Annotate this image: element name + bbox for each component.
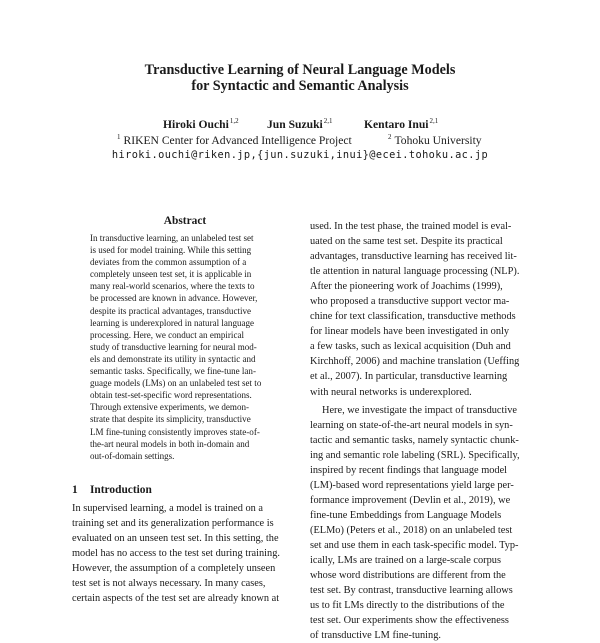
body-line: for linear models have been investigated in only bbox=[310, 326, 510, 338]
body-line: (ELMo) (Peters et al., 2018) on an unlabeled test bbox=[310, 524, 513, 536]
abstract-line: out-of-domain settings. bbox=[90, 450, 175, 461]
body-line: et al., 2007). In particular, transductive learning bbox=[310, 371, 508, 383]
body-line: learning on state-of-the-art neural models in syn- bbox=[310, 419, 513, 431]
section-heading-introduction bbox=[72, 484, 152, 496]
abstract-line: guage models (LMs) on an unlabeled test set to bbox=[90, 378, 262, 389]
body-line: a few tasks, such as lexical acquisition (Duh and bbox=[310, 341, 511, 353]
body-line: us to fit LMs directly to the distributions of the bbox=[310, 600, 505, 612]
paper-title-line-2: for Syntactic and Semantic Analysis bbox=[191, 78, 409, 94]
author-name: Kentaro Inui bbox=[364, 118, 429, 131]
body-line: After the pioneering work of Joachims (1999), bbox=[310, 281, 503, 293]
abstract-line: els and demonstrate its utility in syntactic and bbox=[90, 353, 256, 364]
author-affiliation-marks: 2,1 bbox=[429, 117, 439, 125]
abstract-line: completely unseen test set, it is applicable in bbox=[90, 269, 252, 280]
body-line: test set is not always necessary. In many cases, bbox=[72, 578, 266, 590]
body-line: uated on the same test set. Despite its practical bbox=[310, 236, 503, 248]
body-line: inspired by recent findings that language model bbox=[310, 464, 508, 476]
body-line: test set. Our experiments show the effectiveness bbox=[310, 615, 509, 627]
author-name: Hiroki Ouchi bbox=[163, 118, 229, 131]
body-line: training set and its generalization performance is bbox=[72, 518, 274, 530]
body-line: ing and semantic role labeling (SRL). Specifically, bbox=[310, 449, 520, 461]
abstract-line: be processed are known in advance. However, bbox=[90, 293, 258, 304]
body-line: chine for text classification, transductive methods bbox=[310, 311, 516, 323]
affiliation-name: RIKEN Center for Advanced Intelligence Project bbox=[123, 134, 352, 147]
author-name: Jun Suzuki bbox=[267, 118, 323, 131]
abstract-line: learning is underexplored in natural language bbox=[90, 317, 255, 328]
body-line: model has no access to the test set during training. bbox=[72, 548, 280, 560]
affiliation-mark: 1 bbox=[117, 133, 121, 141]
author-affiliation-marks: 2,1 bbox=[323, 117, 333, 125]
affiliation-2 bbox=[388, 133, 482, 147]
section-title: Introduction bbox=[90, 484, 152, 496]
abstract-line: processing. Here, we conduct an empirical bbox=[90, 329, 244, 340]
body-line: set and use them in each task-specific model. Typ- bbox=[310, 539, 519, 551]
abstract-body bbox=[90, 232, 280, 462]
abstract-line: deviates from the common assumption of a bbox=[90, 257, 247, 268]
abstract-line: strate that despite its simplicity, transductive bbox=[90, 414, 251, 425]
abstract-line: many real-world scenarios, where the texts to bbox=[90, 281, 255, 292]
abstract-line: the-art neural models in both in-domain and bbox=[90, 438, 250, 449]
body-line: used. In the test phase, the trained model is eval- bbox=[310, 221, 512, 232]
body-line: tactic and semantic tasks, namely syntactic chunk- bbox=[310, 434, 519, 446]
affiliation-name: Tohoku University bbox=[394, 134, 482, 147]
body-line: with neural networks is underexplored. bbox=[310, 386, 472, 398]
author-affiliation-marks: 1,2 bbox=[229, 117, 239, 125]
abstract-line: semantic tasks. Specifically, we fine-tune lan- bbox=[90, 366, 256, 377]
affiliation-1 bbox=[117, 133, 352, 147]
body-line: In supervised learning, a model is trained on a bbox=[72, 503, 264, 514]
body-line: test set. By contrast, transductive learning allows bbox=[310, 585, 513, 597]
body-line: certain aspects of the test set are already known at bbox=[72, 593, 280, 605]
body-line: fine-tune Embeddings from Language Models bbox=[310, 509, 502, 521]
body-line: tle attention in natural language processing (NLP). bbox=[310, 266, 520, 278]
abstract-line: despite its practical advantages, transductive bbox=[90, 305, 252, 316]
author-emails: hiroki.ouchi@riken.jp,{jun.suzuki,inui}@ecei.tohoku.ac.jp bbox=[111, 149, 489, 161]
body-line: ically, LMs are trained on a large-scale corpus bbox=[310, 555, 501, 567]
abstract-line: study of transductive learning for neural mod- bbox=[90, 341, 257, 352]
body-line: of transductive LM fine-tuning. bbox=[310, 630, 441, 642]
section-number: 1 bbox=[72, 484, 78, 496]
abstract-line: is used for model training. While this setting bbox=[90, 245, 252, 256]
abstract-line: In transductive learning, an unlabeled test set bbox=[90, 233, 254, 243]
paper-title-line-1: Transductive Learning of Neural Language Models bbox=[144, 62, 456, 78]
body-line: Here, we investigate the impact of transductive bbox=[322, 404, 518, 416]
intro-left-column bbox=[72, 501, 296, 606]
body-line: advantages, transductive learning has received lit- bbox=[310, 251, 517, 263]
abstract-line: LM fine-tuning consistently improves state-of- bbox=[90, 426, 260, 437]
author-1 bbox=[163, 117, 239, 131]
body-line: evaluated on an unseen test set. In this setting, the bbox=[72, 533, 279, 545]
author-2 bbox=[267, 117, 333, 131]
body-line: whose word distributions are different from the bbox=[310, 570, 506, 582]
body-line: However, the assumption of a completely unseen bbox=[72, 563, 276, 575]
author-3 bbox=[364, 117, 438, 131]
intro-right-column bbox=[310, 219, 534, 643]
abstract-heading: Abstract bbox=[163, 215, 207, 227]
body-line: who proposed a transductive support vector ma- bbox=[310, 296, 510, 308]
body-line: Kirchhoff, 2006) and machine translation (Ueffing bbox=[310, 356, 520, 368]
affiliation-mark: 2 bbox=[388, 133, 392, 141]
abstract-line: obtain test-set-specific word representations. bbox=[90, 390, 252, 401]
body-line: (LM)-based word representations yield large per- bbox=[310, 479, 514, 491]
body-line: formance improvement (Devlin et al., 2019), we bbox=[310, 494, 511, 506]
abstract-line: Through extensive experiments, we demon- bbox=[90, 402, 250, 413]
